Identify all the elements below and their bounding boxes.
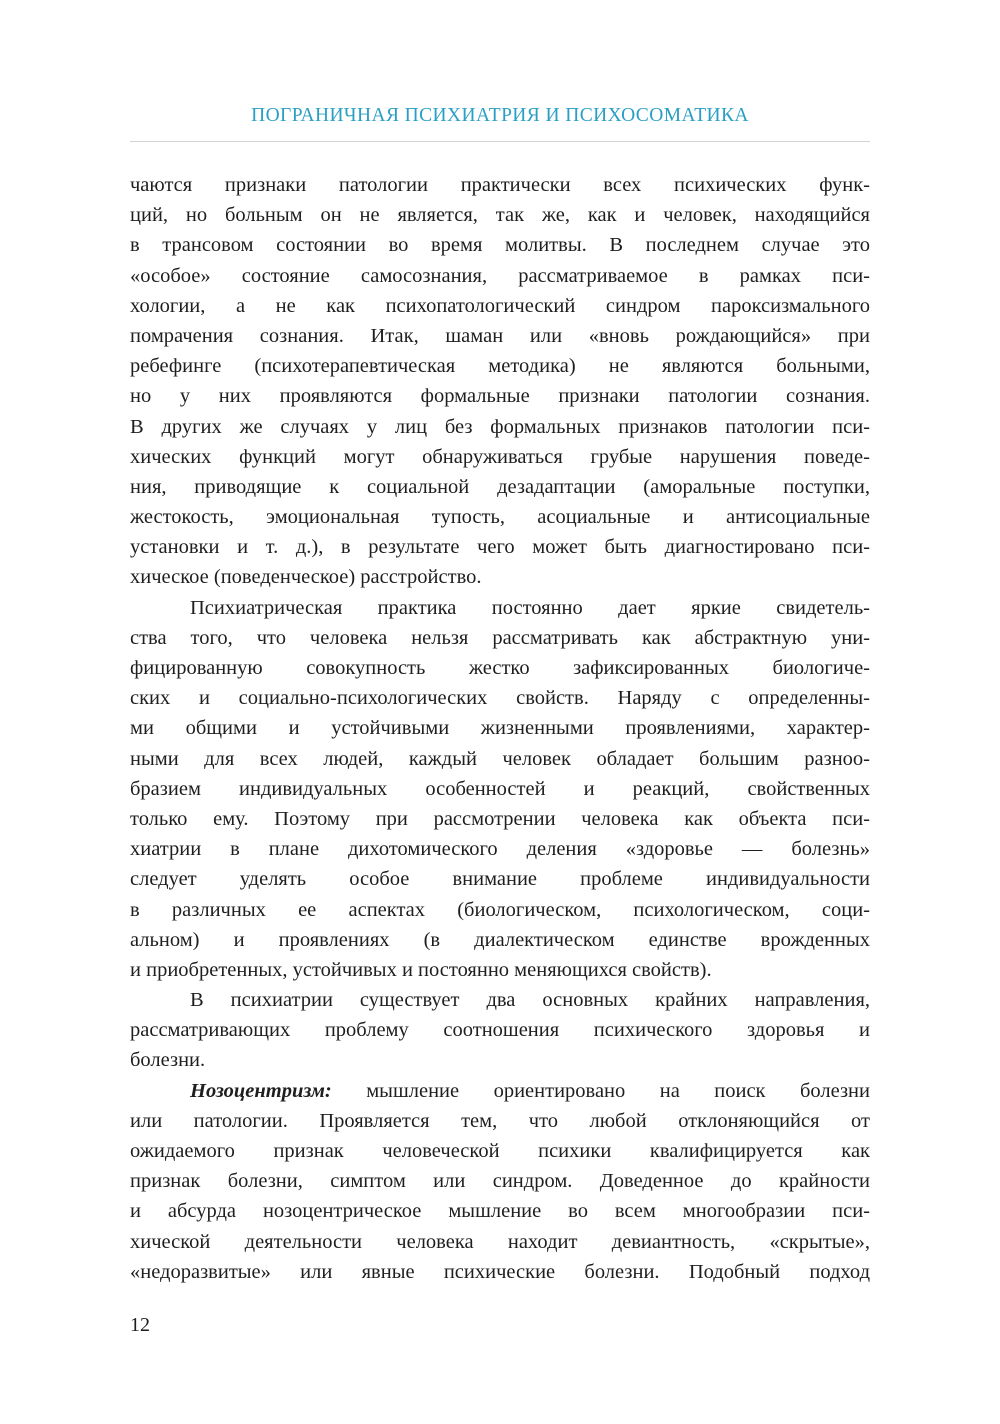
text-line-with-term <box>130 1076 870 1106</box>
text-line: следует уделять особое внимание проблеме индивидуальности <box>130 868 870 891</box>
text-line: хиатрии в плане дихотомического деления «здоровье — болезнь» <box>130 838 870 861</box>
paragraph-1 <box>130 170 870 593</box>
text-line: чаются признаки патологии практически всех психических функ- <box>130 174 870 196</box>
paragraph-2 <box>130 593 870 985</box>
running-head: ПОГРАНИЧНАЯ ПСИХИАТРИЯ И ПСИХОСОМАТИКА <box>251 105 749 126</box>
text-line: помрачения сознания. Итак, шаман или «вновь рождающийся» при <box>130 324 870 347</box>
text-line: ния, приводящие к социальной дезадаптации (аморальные поступки, <box>130 475 870 498</box>
text-line: ций, но больным он не является, так же, как и человек, находящийся <box>130 204 870 227</box>
text-line: ства того, что человека нельзя рассматривать как абстрактную уни- <box>130 626 870 649</box>
text-line: или патологии. Проявляется тем, что любой отклоняющийся от <box>130 1109 870 1132</box>
text-line: и приобретенных, устойчивых и постоянно меняющихся свойств). <box>130 958 712 981</box>
body-text <box>130 170 870 1287</box>
text-line: фицированную совокупность жестко зафиксированных биологиче- <box>130 657 870 679</box>
text-line: «недоразвитые» или явные психические болезни. Подобный подход <box>130 1260 870 1283</box>
text-line: ских и социально-психологических свойств. Наряду с определенны- <box>130 687 870 710</box>
term-nozocentrism: Нозоцентризм: <box>190 1079 332 1102</box>
text-line: ными для всех людей, каждый человек обладает большим разноо- <box>130 747 870 770</box>
text-line: хологии, а не как психопатологический синдром пароксизмального <box>130 294 870 317</box>
text-line: но у них проявляются формальные признаки патологии сознания. <box>130 385 870 408</box>
text-line: В других же случаях у лиц без формальных признаков патологии пси- <box>130 415 870 438</box>
text-line: в трансовом состоянии во время молитвы. В последнем случае это <box>130 234 870 257</box>
text-line: рассматривающих проблему соотношения психического здоровья и <box>130 1019 870 1042</box>
page-number: 12 <box>130 1314 150 1336</box>
text-line: установки и т. д.), в результате чего может быть диагностировано пси- <box>130 536 870 559</box>
paragraph-3 <box>130 985 870 1076</box>
text-line: ми общими и устойчивыми жизненными проявлениями, характер- <box>130 717 870 740</box>
text-line: альном) и проявлениях (в диалектическом единстве врожденных <box>130 928 870 951</box>
text-line: хической деятельности человека находит девиантность, «скрытые», <box>130 1230 870 1253</box>
text-line: хическое (поведенческое) расстройство. <box>130 566 482 589</box>
text-line: бразием индивидуальных особенностей и реакций, свойственных <box>130 777 870 800</box>
text-line: в различных ее аспектах (биологическом, психологическом, соци- <box>130 898 870 921</box>
text-line: ожидаемого признак человеческой психики квалифицируется как <box>130 1140 870 1162</box>
text-line: только ему. Поэтому при рассмотрении человека как объекта пси- <box>130 807 870 830</box>
text-line: болезни. <box>130 1049 206 1072</box>
text-line: В психиатрии существует два основных крайних направления, <box>190 989 870 1012</box>
text-line: признак болезни, симптом или синдром. Доведенное до крайности <box>130 1170 870 1193</box>
term-definition-start: мышление ориентировано на поиск болезни <box>331 1079 870 1102</box>
text-line: хических функций могут обнаруживаться грубые нарушения поведе- <box>130 445 870 468</box>
paragraph-4 <box>130 1076 870 1287</box>
header-rule <box>130 141 870 142</box>
text-line: жестокость, эмоциональная тупость, асоциальные и антисоциальные <box>130 506 870 529</box>
text-line: «особое» состояние самосознания, рассматриваемое в рамках пси- <box>130 264 870 287</box>
text-line: ребефинге (психотерапевтическая методика) не являются больными, <box>130 355 870 378</box>
text-line: Психиатрическая практика постоянно дает яркие свидетель- <box>190 596 870 619</box>
text-line: и абсурда нозоцентрическое мышление во всем многообразии пси- <box>130 1200 870 1223</box>
